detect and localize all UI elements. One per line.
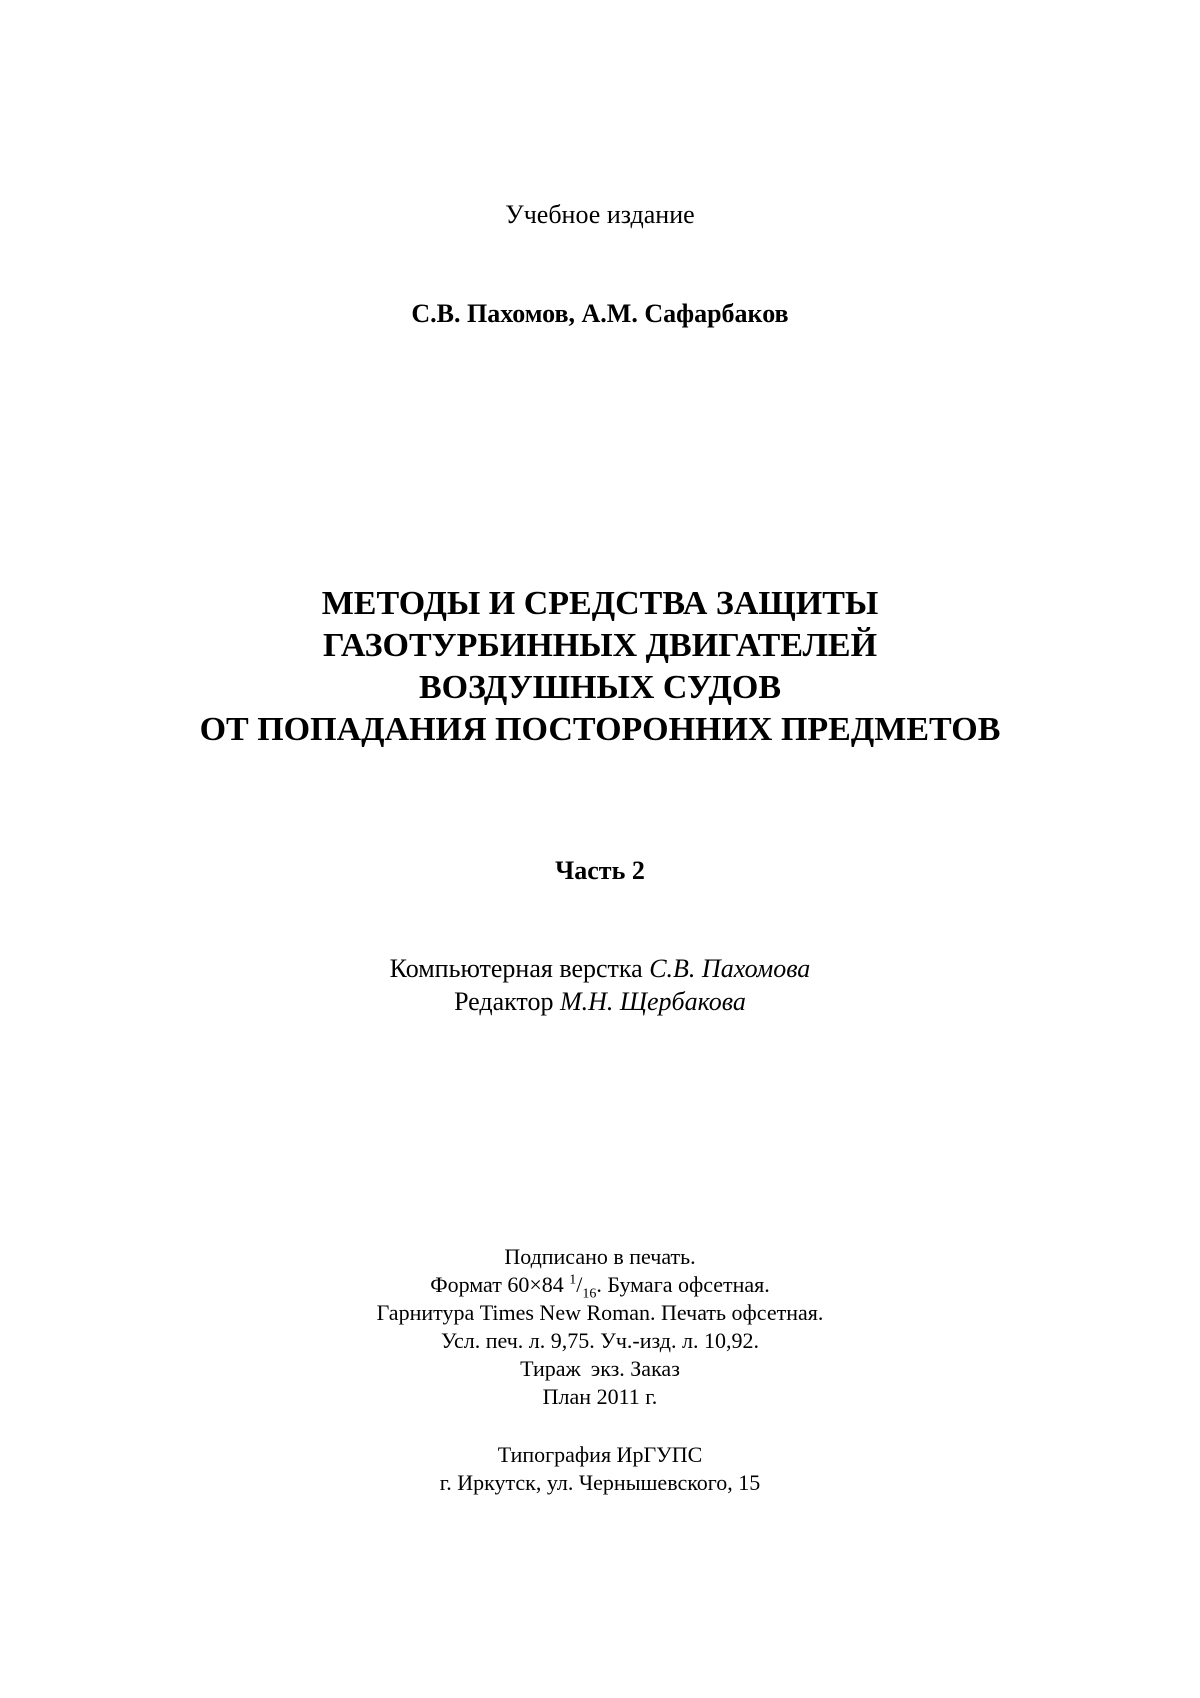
title-line: МЕТОДЫ И СРЕДСТВА ЗАЩИТЫ [321, 585, 879, 622]
title-line: ВОЗДУШНЫХ СУДОВ [418, 669, 782, 706]
title-line: ГАЗОТУРБИННЫХ ДВИГАТЕЛЕЙ [322, 627, 878, 664]
format-numerator: 1 [569, 1272, 577, 1288]
credits [0, 952, 1200, 1018]
editor-person: М.Н. Щербакова [559, 987, 746, 1016]
imprint-typeface: Гарнитура Times New Roman. Печать офсетная. [376, 1300, 824, 1325]
print-run-label: Тираж [520, 1356, 581, 1381]
format-prefix: Формат 60×84 [430, 1272, 564, 1297]
imprint [0, 1243, 1200, 1411]
layout-label: Компьютерная верстка [389, 954, 643, 983]
layout-credit [0, 952, 1200, 985]
imprint-sheets: Усл. печ. л. 9,75. Уч.-изд. л. 10,92. [441, 1328, 759, 1353]
editor-credit [0, 985, 1200, 1018]
imprint-signed: Подписано в печать. [504, 1244, 696, 1269]
book-title [0, 583, 1200, 751]
part-label: Часть 2 [555, 856, 645, 885]
layout-person: С.В. Пахомова [649, 954, 811, 983]
format-suffix: . Бумага офсетная. [596, 1272, 770, 1297]
printer-address: г. Иркутск, ул. Чернышевского, 15 [439, 1470, 761, 1495]
title-line: ОТ ПОПАДАНИЯ ПОСТОРОННИХ ПРЕДМЕТОВ [199, 711, 1001, 748]
format-denominator: 16 [582, 1286, 597, 1302]
authors: С.В. Пахомов, А.М. Сафарбаков [411, 299, 789, 328]
print-run-rest: экз. Заказ [590, 1356, 680, 1381]
printer-name: Типография ИрГУПС [497, 1442, 703, 1467]
editor-label: Редактор [454, 987, 554, 1016]
edition-label: Учебное издание [505, 200, 695, 229]
imprint-plan: План 2011 г. [542, 1384, 658, 1409]
printer-info [0, 1441, 1200, 1497]
imprint-format: Формат 60×84 $^1/_{16}$. Бумага офсетная. [430, 1272, 770, 1302]
imprint-print-run [0, 1355, 1200, 1383]
